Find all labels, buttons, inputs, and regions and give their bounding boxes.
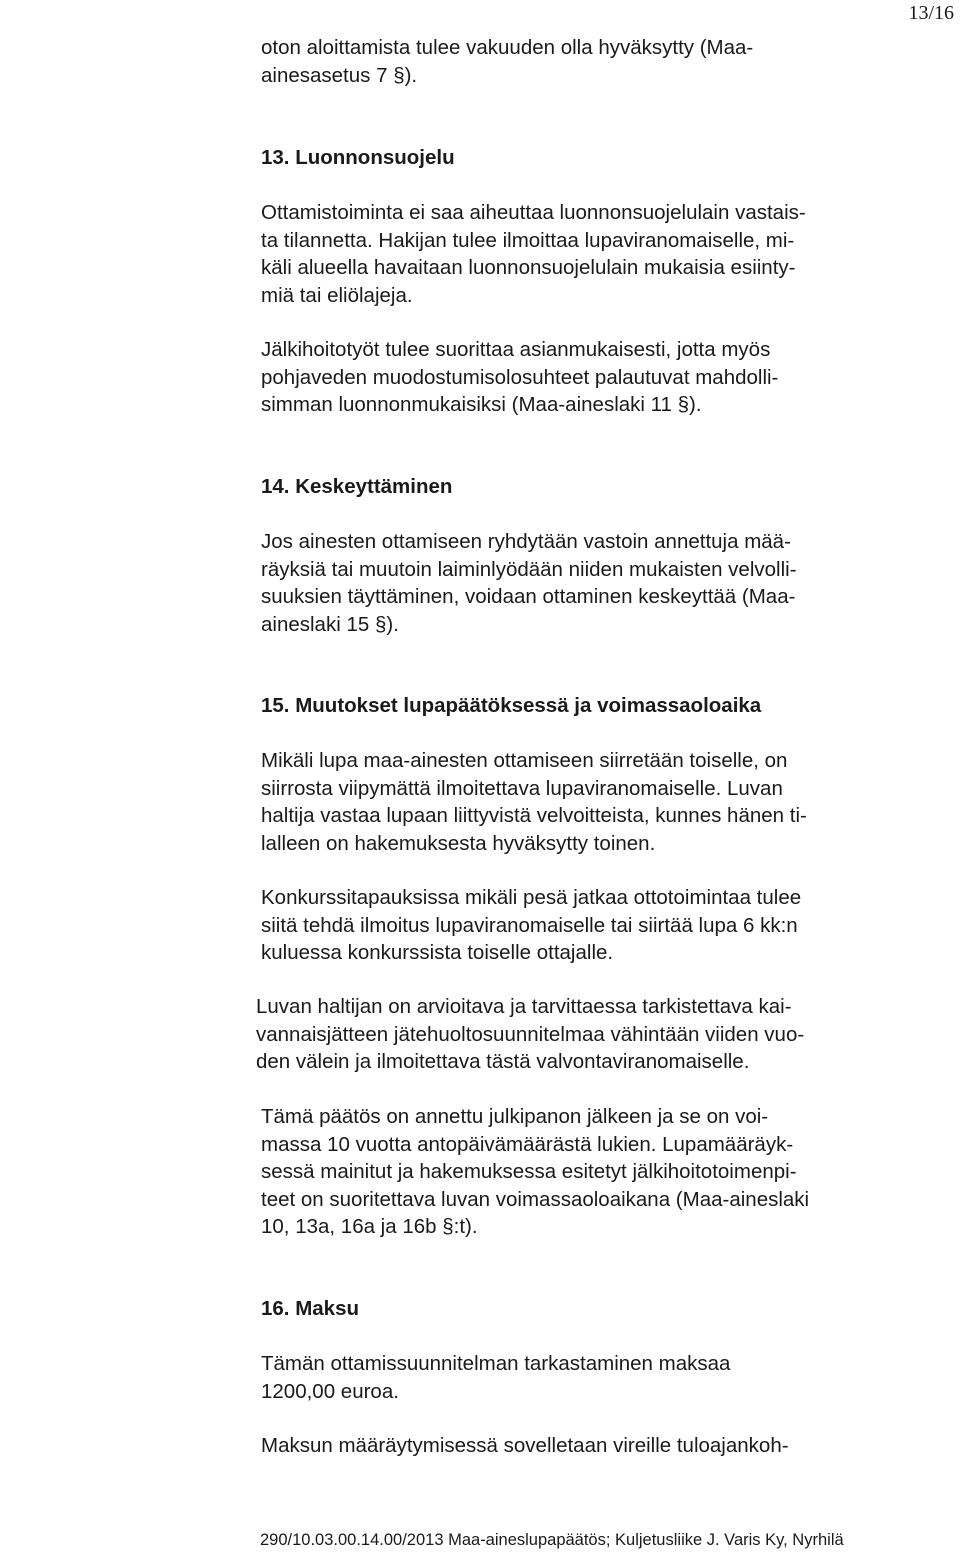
text-line: ta tilannetta. Hakijan tulee ilmoittaa lupaviranomaiselle, mi- xyxy=(261,228,795,252)
text-line: teet on suoritettava luvan voimassaoloaikana (Maa-aineslaki xyxy=(261,1187,810,1211)
text-line: Tämä päätös on annettu julkipanon jälkeen ja se on voi- xyxy=(261,1105,769,1128)
text-line: lalleen on hakemuksesta hyväksytty toinen. xyxy=(261,831,656,855)
text-line: Mikäli lupa maa-ainesten ottamiseen siirretään toiselle, on xyxy=(261,749,788,772)
text-line: kuluessa konkurssista toiselle ottajalle. xyxy=(261,941,614,965)
text-line: siirrosta viipymättä ilmoitettava lupaviranomaiselle. Luvan xyxy=(261,776,783,800)
text-line: vannaisjätteen jätehuoltosuunnitelmaa vähintään viiden vuo- xyxy=(256,1022,805,1046)
text-line: käli alueella havaitaan luonnonsuojelulain mukaisia esiinty- xyxy=(261,256,796,280)
text-line: Maksun määräytymisessä sovelletaan vireille tuloajankoh- xyxy=(261,1434,789,1457)
text-line: Ottamistoiminta ei saa aiheuttaa luonnonsuojelulain vastais- xyxy=(261,201,806,224)
text-line: Luvan haltijan on arvioitava ja tarvittaessa tarkistettava kai- xyxy=(256,995,792,1018)
heading-keskeyttaminen: 14. Keskeyttäminen xyxy=(261,475,453,498)
text-line: Konkurssitapauksissa mikäli pesä jatkaa ottotoimintaa tulee xyxy=(261,886,802,909)
text-line: den välein ja ilmoitettava tästä valvontaviranomaiselle. xyxy=(256,1050,750,1074)
heading-maksu: 16. Maksu xyxy=(261,1297,359,1320)
paragraph-kaivannaisjate xyxy=(256,993,804,1076)
text-line: aineslaki 15 §). xyxy=(261,612,399,636)
text-line: pohjaveden muodostumisolosuhteet palautuvat mahdolli- xyxy=(261,365,779,389)
text-line: Jos ainesten ottamiseen ryhdytään vastoin annettuja mää- xyxy=(261,530,791,553)
paragraph-vakuus xyxy=(261,34,753,89)
text-line: sessä mainitut ja hakemuksessa esitetyt jälkihoitotoimenpi- xyxy=(261,1160,797,1184)
page-number: 13/16 xyxy=(908,2,954,24)
text-line: miä tai eliölajeja. xyxy=(261,283,413,307)
heading-muutokset: 15. Muutokset lupapäätöksessä ja voimassaoloaika xyxy=(261,694,762,717)
paragraph-konkurssi xyxy=(261,884,801,967)
paragraph-luvan-siirto xyxy=(261,747,807,857)
paragraph-luonnonsuojelu xyxy=(261,199,806,309)
text-line: massa 10 vuotta antopäivämäärästä lukien. Lupamääräyk- xyxy=(261,1132,794,1156)
text-line: 1200,00 euroa. xyxy=(261,1379,399,1403)
heading-luonnonsuojelu: 13. Luonnonsuojelu xyxy=(261,146,455,169)
text-line: oton aloittamista tulee vakuuden olla hyväksytty (Maa- xyxy=(261,36,754,59)
text-line: suuksien täyttäminen, voidaan ottaminen keskeyttää (Maa- xyxy=(261,585,796,609)
paragraph-maksun-maaraytyminen xyxy=(261,1432,789,1460)
text-line: ainesasetus 7 §). xyxy=(261,63,418,87)
text-line: 10, 13a, 16a ja 16b §:t). xyxy=(261,1215,478,1239)
paragraph-maksu xyxy=(261,1350,730,1405)
text-line: simman luonnonmukaisiksi (Maa-aineslaki 11 §). xyxy=(261,393,702,417)
text-line: Jälkihoitotyöt tulee suorittaa asianmukaisesti, jotta myös xyxy=(261,338,771,361)
text-line: Tämän ottamissuunnitelman tarkastaminen maksaa xyxy=(261,1352,731,1375)
document-footer: 290/10.03.00.14.00/2013 Maa-aineslupapäätös; Kuljetusliike J. Varis Ky, Nyrhilä xyxy=(260,1531,844,1549)
text-line: siitä tehdä ilmoitus lupaviranomaiselle tai siirtää lupa 6 kk:n xyxy=(261,913,798,937)
paragraph-voimassaolo xyxy=(261,1103,809,1241)
text-line: haltija vastaa lupaan liittyvistä velvoitteista, kunnes hänen ti- xyxy=(261,804,807,828)
text-line: räyksiä tai muutoin laiminlyödään niiden mukaisten velvolli- xyxy=(261,557,797,581)
paragraph-jalkihoitotyot xyxy=(261,336,778,419)
paragraph-keskeyttaminen xyxy=(261,528,797,638)
